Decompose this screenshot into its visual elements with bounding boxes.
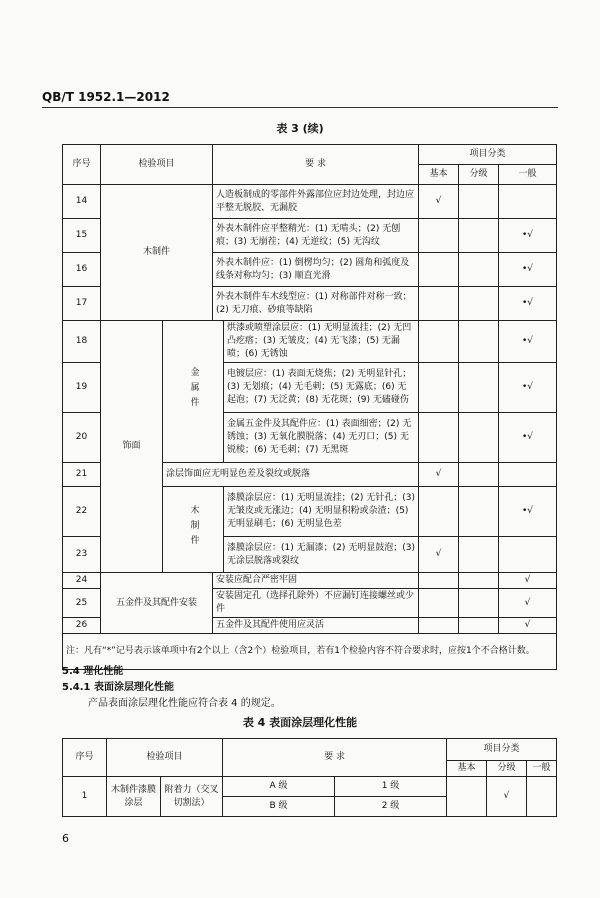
row-no: 16 [63,253,101,287]
group-finish: 饰面 [101,321,163,573]
row-general: √ [499,573,557,589]
grade-a-value: 1 级 [335,777,447,797]
row-general: √ [499,618,557,634]
group-wood: 木制件 [101,185,213,321]
table-3 [62,144,557,670]
row-req: 涂层饰面应无明显色差及裂纹或脱落 [163,463,419,487]
row-req: 安装固定孔（选择孔除外）不应漏钉连接螺丝或少件 [213,589,419,618]
table3-caption: 表 3 (续) [276,122,324,135]
row-grade [459,487,499,537]
th-req: 要 求 [213,145,419,185]
row-req: 漆膜涂层应：(1) 无明显流挂；(2) 无针孔；(3) 无皱皮或无涨边；(4) 无明显积粉或杂渣；(5) 无明显刷毛；(6) 无明显色差 [224,487,419,537]
grade-a-label: A 级 [223,777,335,797]
row-general: •√ [499,219,557,253]
row-grade [459,253,499,287]
row-no: 22 [63,487,101,537]
row-grade [459,219,499,253]
row-no: 14 [63,185,101,219]
table4-caption: 表 4 表面涂层理化性能 [242,716,358,729]
sub-metal [163,321,224,463]
sub-wood [163,487,224,573]
row-no: 20 [63,413,101,463]
row-grade [459,589,499,618]
row-basic [419,618,459,634]
row-grade [459,321,499,363]
row-no: 18 [63,321,101,363]
row-req: 烘漆或喷塑涂层应：(1) 无明显流挂；(2) 无凹凸疙瘩；(3) 无皱皮；(4) 无飞漆；(5) 无漏喷；(6) 无锈蚀 [224,321,419,363]
row-general [527,777,557,817]
section-5-4-1-heading: 5.4.1 表面涂层理化性能 [62,682,174,693]
th-general: 一般 [499,165,557,185]
row-basic: √ [419,537,459,573]
th-seq: 序号 [63,145,101,185]
sub-wood-label: 木制件 [188,504,199,550]
row-req: 金属五金件及其配件应：(1) 表面细密；(2) 无锈蚀；(3) 无氧化膜脱落；(4) 无刃口；(5) 无锐棱；(6) 无毛刺；(7) 无黑斑 [224,413,419,463]
section-5-4-heading: 5.4 理化性能 [62,666,124,677]
row-no: 1 [63,777,107,817]
row-general: √ [499,589,557,618]
doc-code: QB/T 1952.1—2012 [42,90,170,104]
row-basic [419,219,459,253]
row-general: •√ [499,287,557,321]
th-category: 项目分类 [447,739,557,761]
row-req: 安装应配合严密牢固 [213,573,419,589]
group-hardware: 五金件及其配件安装 [101,573,213,634]
th-basic: 基本 [419,165,459,185]
row-general [499,537,557,573]
row-req: 漆膜涂层应：(1) 无漏漆；(2) 无明显鼓泡；(3) 无涂层脱落或裂纹 [224,537,419,573]
row-req: 外表木制件应：(1) 倒楞均匀；(2) 圆角和弧度及线条对称均匀；(3) 顺直光滑 [213,253,419,287]
row-basic [419,321,459,363]
row-basic [419,253,459,287]
row-no: 26 [63,618,101,634]
row-no: 23 [63,537,101,573]
row-grade [459,185,499,219]
row-general [499,185,557,219]
row-general: •√ [499,413,557,463]
row-no: 21 [63,463,101,487]
th-general: 一般 [527,761,557,777]
row-basic [419,589,459,618]
row-grade: √ [487,777,527,817]
row-general: •√ [499,253,557,287]
row-basic: √ [419,463,459,487]
header-rule [42,107,558,108]
row-basic [419,487,459,537]
row-no: 25 [63,589,101,618]
row-basic [419,363,459,413]
row-grade [459,463,499,487]
row-no: 19 [63,363,101,413]
sub-metal-label: 金属件 [188,366,199,412]
row-no: 17 [63,287,101,321]
th-req: 要 求 [223,739,447,777]
page-number: 6 [62,832,69,845]
row-grade [459,537,499,573]
row-req: 外表木制件车木线型应：(1) 对称部件对称一致；(2) 无刀痕、砂痕等缺陷 [213,287,419,321]
row-req: 外表木制件应平整精光：(1) 无啃头；(2) 无刨痕；(3) 无崩茬；(4) 无逆纹；(5) 无沟纹 [213,219,419,253]
item-adhesion: 附着力（交叉切割法） [161,777,223,817]
th-item: 检验项目 [107,739,223,777]
row-grade [459,573,499,589]
item-wood-coating: 木制件漆膜涂层 [107,777,161,817]
row-basic [447,777,487,817]
row-req: 五金件及其配件使用应灵活 [213,618,419,634]
row-basic: √ [419,185,459,219]
row-grade [459,363,499,413]
row-no: 15 [63,219,101,253]
table-4 [62,738,557,817]
row-general: •√ [499,363,557,413]
grade-b-label: B 级 [223,797,335,817]
row-basic [419,413,459,463]
row-basic [419,287,459,321]
th-item: 检验项目 [101,145,213,185]
th-seq: 序号 [63,739,107,777]
row-req: 人造板制成的零部件外露部位应封边处理，封边应平整无脱胶、无漏胶 [213,185,419,219]
row-general [499,463,557,487]
row-req: 电镀层应：(1) 表面无烧焦；(2) 无明显针孔；(3) 无划痕；(4) 无毛刺；(5) 无露底；(6) 无起泡；(7) 无泛黄；(8) 无花斑；(9) 无磕碰伤 [224,363,419,413]
row-grade [459,287,499,321]
th-grade: 分级 [487,761,527,777]
row-grade [459,413,499,463]
row-general: •√ [499,487,557,537]
row-general: •√ [499,321,557,363]
th-grade: 分级 [459,165,499,185]
th-basic: 基本 [447,761,487,777]
row-basic [419,573,459,589]
th-category: 项目分类 [419,145,557,165]
body-paragraph: 产品表面涂层理化性能应符合表 4 的规定。 [88,698,281,709]
grade-b-value: 2 级 [335,797,447,817]
row-no: 24 [63,573,101,589]
table3-note: 注：凡有“*”记号表示该单项中有2个以上（含2个）检验项目，若有1个检验内容不符合要求时，应按1个不合格计数。 [63,634,557,670]
row-grade [459,618,499,634]
